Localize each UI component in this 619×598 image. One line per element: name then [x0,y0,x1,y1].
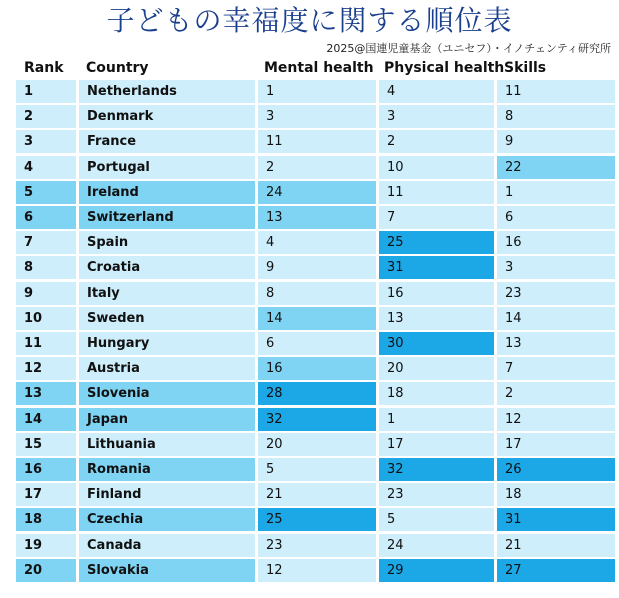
cell-country: Canada [79,534,255,557]
cell-mental-health: 14 [258,307,376,330]
cell-skills: 11 [497,80,615,103]
cell-rank: 1 [16,80,76,103]
cell-mental-health: 2 [258,156,376,179]
cell-physical-health: 25 [379,231,494,254]
cell-mental-health: 23 [258,534,376,557]
cell-country: Japan [79,408,255,431]
cell-country: Czechia [79,508,255,531]
cell-mental-health: 3 [258,105,376,128]
cell-mental-health: 20 [258,433,376,456]
table-row [16,231,615,254]
header-skills: Skills [504,60,547,76]
cell-physical-health: 1 [379,408,494,431]
cell-country: France [79,130,255,153]
cell-country: Netherlands [79,80,255,103]
cell-mental-health: 32 [258,408,376,431]
cell-physical-health: 7 [379,206,494,229]
table-row [16,332,615,355]
table-row [16,156,615,179]
cell-rank: 15 [16,433,76,456]
cell-skills: 26 [497,458,615,481]
table-row [16,80,615,103]
cell-mental-health: 8 [258,282,376,305]
cell-skills: 13 [497,332,615,355]
table-header [0,58,619,78]
cell-skills: 27 [497,559,615,582]
cell-rank: 13 [16,382,76,405]
cell-country: Ireland [79,181,255,204]
cell-rank: 10 [16,307,76,330]
table-row [16,307,615,330]
cell-physical-health: 29 [379,559,494,582]
cell-rank: 12 [16,357,76,380]
cell-country: Portugal [79,156,255,179]
table-row [16,256,615,279]
cell-country: Finland [79,483,255,506]
cell-country: Lithuania [79,433,255,456]
table-row [16,534,615,557]
cell-physical-health: 11 [379,181,494,204]
cell-country: Croatia [79,256,255,279]
cell-skills: 17 [497,433,615,456]
cell-skills: 1 [497,181,615,204]
cell-country: Denmark [79,105,255,128]
cell-mental-health: 1 [258,80,376,103]
cell-skills: 6 [497,206,615,229]
cell-rank: 7 [16,231,76,254]
cell-rank: 11 [16,332,76,355]
cell-skills: 31 [497,508,615,531]
cell-mental-health: 5 [258,458,376,481]
cell-rank: 3 [16,130,76,153]
table-row [16,408,615,431]
cell-mental-health: 28 [258,382,376,405]
cell-country: Hungary [79,332,255,355]
cell-rank: 20 [16,559,76,582]
table-row [16,458,615,481]
cell-mental-health: 13 [258,206,376,229]
cell-physical-health: 18 [379,382,494,405]
cell-skills: 21 [497,534,615,557]
cell-skills: 2 [497,382,615,405]
table-row [16,282,615,305]
cell-mental-health: 21 [258,483,376,506]
cell-country: Italy [79,282,255,305]
cell-country: Sweden [79,307,255,330]
cell-country: Slovenia [79,382,255,405]
cell-rank: 16 [16,458,76,481]
cell-mental-health: 6 [258,332,376,355]
cell-skills: 3 [497,256,615,279]
cell-physical-health: 10 [379,156,494,179]
header-rank: Rank [24,60,64,76]
cell-rank: 19 [16,534,76,557]
table-row [16,206,615,229]
ranking-table [16,80,615,585]
table-row [16,559,615,582]
cell-country: Switzerland [79,206,255,229]
cell-rank: 2 [16,105,76,128]
table-row [16,357,615,380]
cell-rank: 14 [16,408,76,431]
cell-country: Austria [79,357,255,380]
cell-rank: 4 [16,156,76,179]
table-row [16,433,615,456]
table-row [16,382,615,405]
cell-mental-health: 11 [258,130,376,153]
cell-physical-health: 4 [379,80,494,103]
cell-mental-health: 24 [258,181,376,204]
cell-mental-health: 25 [258,508,376,531]
cell-country: Romania [79,458,255,481]
cell-physical-health: 3 [379,105,494,128]
page-title: 子どもの幸福度に関する順位表 [106,4,513,37]
table-row [16,483,615,506]
cell-physical-health: 32 [379,458,494,481]
cell-skills: 9 [497,130,615,153]
source-credit: 2025@国連児童基金（ユニセフ）・イノチェンティ研究所 [326,42,611,55]
table-row [16,130,615,153]
cell-physical-health: 5 [379,508,494,531]
header-mental-health: Mental health [264,60,374,76]
cell-country: Spain [79,231,255,254]
cell-country: Slovakia [79,559,255,582]
cell-skills: 16 [497,231,615,254]
table-row [16,508,615,531]
cell-skills: 23 [497,282,615,305]
cell-physical-health: 30 [379,332,494,355]
cell-mental-health: 4 [258,231,376,254]
header-country: Country [86,60,149,76]
cell-physical-health: 20 [379,357,494,380]
cell-physical-health: 17 [379,433,494,456]
table-row [16,181,615,204]
cell-physical-health: 24 [379,534,494,557]
cell-physical-health: 2 [379,130,494,153]
cell-mental-health: 12 [258,559,376,582]
cell-skills: 8 [497,105,615,128]
cell-physical-health: 31 [379,256,494,279]
cell-skills: 22 [497,156,615,179]
cell-skills: 14 [497,307,615,330]
cell-mental-health: 16 [258,357,376,380]
cell-physical-health: 16 [379,282,494,305]
cell-skills: 12 [497,408,615,431]
cell-physical-health: 13 [379,307,494,330]
cell-skills: 18 [497,483,615,506]
cell-rank: 17 [16,483,76,506]
cell-skills: 7 [497,357,615,380]
cell-rank: 8 [16,256,76,279]
cell-mental-health: 9 [258,256,376,279]
header-physical-health: Physical health [384,60,505,76]
table-row [16,105,615,128]
cell-physical-health: 23 [379,483,494,506]
cell-rank: 18 [16,508,76,531]
cell-rank: 6 [16,206,76,229]
cell-rank: 9 [16,282,76,305]
cell-rank: 5 [16,181,76,204]
